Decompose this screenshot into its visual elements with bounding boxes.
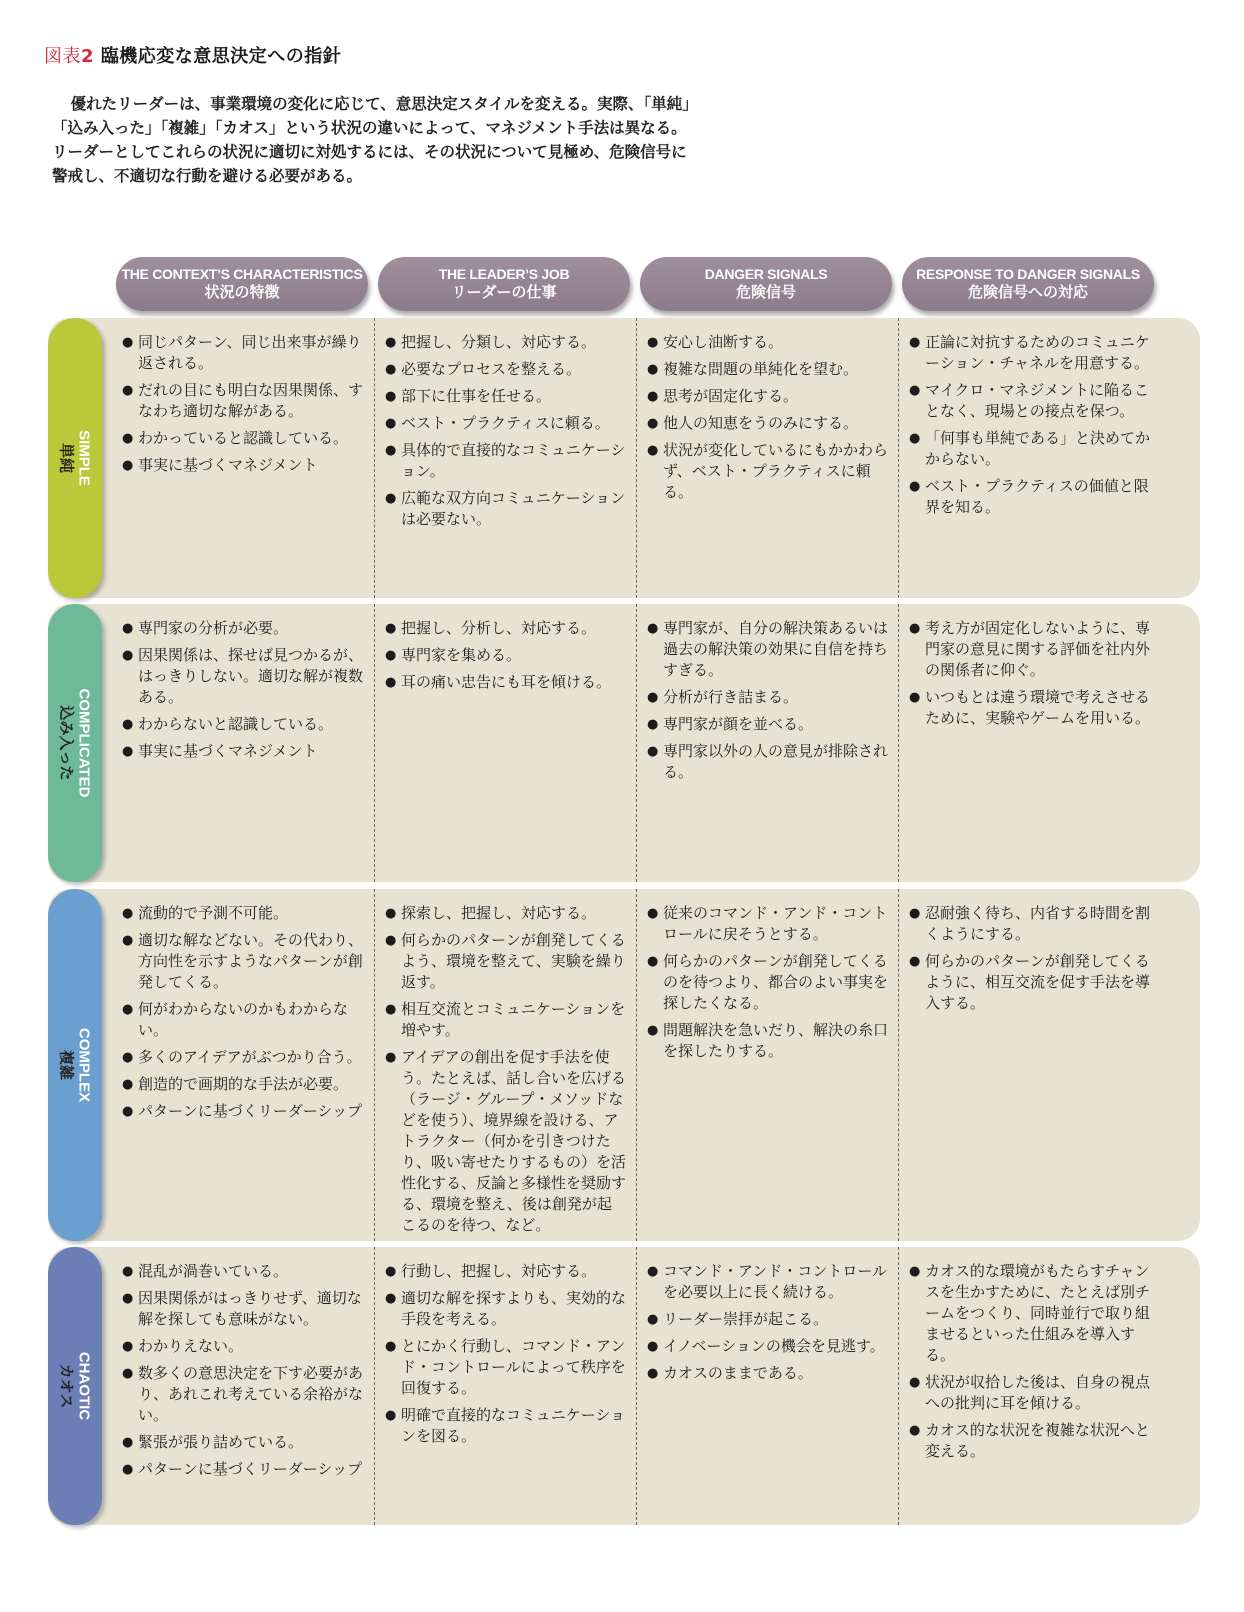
bullet-list [647, 618, 888, 783]
bullet-item: ● 何らかのパターンが創発してくるように、相互交流を促す手法を導入する。 [909, 951, 1152, 1014]
bullet-list [647, 332, 888, 503]
bullet-list [122, 618, 364, 762]
bullet-item: ● 考え方が固定化しないように、専門家の意見に関する評価を社内外の関係者に仰ぐ。 [909, 618, 1152, 681]
bullet-item: ● カオス的な状況を複雑な状況へと変える。 [909, 1420, 1152, 1462]
bullet-item: ● パターンに基づくリーダーシップ [122, 1101, 364, 1122]
row-label [58, 1352, 93, 1420]
bullet-item: ● 探索し、把握し、対応する。 [385, 903, 626, 924]
bullet-item: ● 緊張が張り詰めている。 [122, 1432, 364, 1453]
bullet-list [385, 618, 626, 693]
bullet-item: ● 事実に基づくマネジメント [122, 741, 364, 762]
bullet-item: ● 混乱が渦巻いている。 [122, 1261, 364, 1282]
row-label-pill [48, 604, 102, 882]
bullet-item: ● 事実に基づくマネジメント [122, 455, 364, 476]
bullet-item: ● いつもとは違う環境で考えさせるために、実験やゲームを用いる。 [909, 687, 1152, 729]
cell-chaotic-col4 [898, 1247, 1158, 1525]
bullet-item: ● リーダー崇拝が起こる。 [647, 1309, 888, 1330]
bullet-item: ● コマンド・アンド・コントロールを必要以上に長く続ける。 [647, 1261, 888, 1303]
bullet-item: ● カオスのままである。 [647, 1363, 888, 1384]
bullet-item: ● 「何事も単純である」と決めてかからない。 [909, 428, 1152, 470]
intro-paragraph [52, 92, 692, 188]
bullet-list [909, 903, 1152, 1014]
bullet-item: ● だれの目にも明白な因果関係、すなわち適切な解がある。 [122, 380, 364, 422]
column-header-2 [378, 257, 630, 311]
bullet-item: ● 創造的で画期的な手法が必要。 [122, 1074, 364, 1095]
bullet-item: ● カオス的な環境がもたらすチャンスを生かすために、たとえば別チームをつくり、同時並行で取り組ませるといった仕組みを導入する。 [909, 1261, 1152, 1366]
bullet-item: ● 思考が固定化する。 [647, 386, 888, 407]
bullet-item: ● 適切な解を探すよりも、実効的な手段を考える。 [385, 1288, 626, 1330]
row-label-pill [48, 318, 102, 598]
row-label [58, 430, 93, 486]
row-label-pill [48, 1247, 102, 1525]
cell-chaotic-col1 [112, 1247, 370, 1525]
bullet-list [385, 903, 626, 1236]
column-header-ja: 危険信号 [735, 283, 796, 301]
row-label-ja: 単純 [57, 442, 76, 473]
bullet-item: ● 安心し油断する。 [647, 332, 888, 353]
row-complicated [48, 604, 1200, 882]
bullet-item: ● 具体的で直接的なコミュニケーション。 [385, 440, 626, 482]
column-header-1 [116, 257, 368, 311]
bullet-item: ● 何らかのパターンが創発してくるよう、環境を整えて、実験を繰り返す。 [385, 930, 626, 993]
row-label [58, 689, 93, 798]
bullet-item: ● わかっていると認識している。 [122, 428, 364, 449]
bullet-item: ● 因果関係は、探せば見つかるが、はっきりしない。適切な解が複数ある。 [122, 645, 364, 708]
bullet-item: ● 専門家が顔を並べる。 [647, 714, 888, 735]
bullet-item: ● わからないと認識している。 [122, 714, 364, 735]
bullet-item: ● 同じパターン、同じ出来事が繰り返される。 [122, 332, 364, 374]
row-simple [48, 318, 1200, 598]
row-complex [48, 889, 1200, 1241]
bullet-item: ● 何らかのパターンが創発してくるのを待つより、都合のよい事実を探したくなる。 [647, 951, 888, 1014]
bullet-item: ● わかりえない。 [122, 1336, 364, 1357]
cell-simple-col1 [112, 318, 370, 598]
bullet-item: ● 状況が変化しているにもかかわらず、ベスト・プラクティスに頼る。 [647, 440, 888, 503]
row-label-ja: カオス [57, 1363, 76, 1409]
row-label-en: COMPLEX [75, 1027, 93, 1103]
row-label-en: CHAOTIC [75, 1351, 93, 1421]
bullet-item: ● ベスト・プラクティスの価値と限界を知る。 [909, 476, 1152, 518]
bullet-item: ● 専門家が、自分の解決策あるいは過去の解決策の効果に自信を持ちすぎる。 [647, 618, 888, 681]
bullet-item: ● マイクロ・マネジメントに陥ることなく、現場との接点を保つ。 [909, 380, 1152, 422]
cell-complex-col2 [374, 889, 632, 1241]
bullet-item: ● 行動し、把握し、対応する。 [385, 1261, 626, 1282]
cell-complex-col4 [898, 889, 1158, 1241]
figure-number: 2 [81, 46, 95, 67]
row-chaotic [48, 1247, 1200, 1525]
bullet-list [909, 1261, 1152, 1462]
cell-simple-col4 [898, 318, 1158, 598]
bullet-item: ● 耳の痛い忠告にも耳を傾ける。 [385, 672, 626, 693]
bullet-list [385, 332, 626, 530]
cell-complicated-col3 [636, 604, 894, 882]
bullet-item: ● イノベーションの機会を見逃す。 [647, 1336, 888, 1357]
bullet-item: ● 因果関係がはっきりせず、適切な解を探しても意味がない。 [122, 1288, 364, 1330]
bullet-item: ● 問題解決を急いだり、解決の糸口を探したりする。 [647, 1020, 888, 1062]
bullet-list [909, 618, 1152, 729]
bullet-item: ● 何がわからないのかもわからない。 [122, 999, 364, 1041]
bullet-item: ● アイデアの創出を促す手法を使う。たとえば、話し合いを広げる（ラージ・グループ・メソッドなどを使う）、境界線を設ける、アトラクター（何かを引きつけたり、吸い寄せたりするもの）を活性化する、反論と多様性を奨励する、環境を整え、後は創発が起こるのを待つ、など。 [385, 1047, 626, 1236]
row-label-pill [48, 889, 102, 1241]
cell-chaotic-col3 [636, 1247, 894, 1525]
bullet-item: ● 把握し、分析し、対応する。 [385, 618, 626, 639]
bullet-item: ● 忍耐強く待ち、内省する時間を割くようにする。 [909, 903, 1152, 945]
bullet-item: ● 相互交流とコミュニケーションを増やす。 [385, 999, 626, 1041]
bullet-item: ● 他人の知恵をうのみにする。 [647, 413, 888, 434]
bullet-item: ● ベスト・プラクティスに頼る。 [385, 413, 626, 434]
bullet-item: ● 把握し、分類し、対応する。 [385, 332, 626, 353]
cell-complicated-col4 [898, 604, 1158, 882]
bullet-item: ● 正論に対抗するためのコミュニケーション・チャネルを用意する。 [909, 332, 1152, 374]
bullet-item: ● 従来のコマンド・アンド・コントロールに戻そうとする。 [647, 903, 888, 945]
bullet-item: ● 分析が行き詰まる。 [647, 687, 888, 708]
bullet-item: ● 状況が収拾した後は、自身の視点への批判に耳を傾ける。 [909, 1372, 1152, 1414]
bullet-item: ● 適切な解などない。その代わり、方向性を示すようなパターンが創発してくる。 [122, 930, 364, 993]
bullet-item: ● パターンに基づくリーダーシップ [122, 1459, 364, 1480]
row-label [58, 1028, 93, 1102]
bullet-list [909, 332, 1152, 518]
row-label-en: SIMPLE [75, 430, 93, 486]
bullet-list [122, 903, 364, 1122]
intro-text: 優れたリーダーは、事業環境の変化に応じて、意思決定スタイルを変える。実際、「単純」「込み入った」「複雑」「カオス」という状況の違いによって、マネジメント手法は異なる。リーダーとしてこれらの状況に適切に対処するには、その状況について見極め、危険信号に警戒し、不適切な行動を避ける必要がある。 [52, 94, 690, 185]
column-header-en: DANGER SIGNALS [704, 266, 828, 282]
bullet-list [647, 1261, 888, 1384]
cell-simple-col3 [636, 318, 894, 598]
bullet-item: ● 専門家の分析が必要。 [122, 618, 364, 639]
row-label-en: COMPLICATED [75, 688, 93, 798]
bullet-item: ● 広範な双方向コミュニケーションは必要ない。 [385, 488, 626, 530]
figure-heading: 臨機応変な意思決定への指針 [100, 46, 342, 67]
bullet-item: ● 専門家以外の人の意見が排除される。 [647, 741, 888, 783]
row-label-ja: 込み入った [57, 705, 76, 781]
column-header-en: THE LEADER’S JOB [438, 266, 570, 282]
bullet-item: ● 部下に仕事を任せる。 [385, 386, 626, 407]
bullet-item: ● 専門家を集める。 [385, 645, 626, 666]
column-header-en: RESPONSE TO DANGER SIGNALS [916, 266, 1140, 282]
column-header-ja: 危険信号への対応 [967, 283, 1088, 301]
bullet-item: ● 必要なプロセスを整える。 [385, 359, 626, 380]
bullet-list [647, 903, 888, 1062]
bullet-list [385, 1261, 626, 1447]
column-header-en: THE CONTEXT’S CHARACTERISTICS [121, 266, 363, 282]
bullet-item: ● 複雑な問題の単純化を望む。 [647, 359, 888, 380]
figure-label: 図表 [44, 46, 81, 67]
column-header-ja: リーダーの仕事 [451, 283, 557, 301]
column-header-4 [902, 257, 1154, 311]
cell-complex-col1 [112, 889, 370, 1241]
column-header-ja: 状況の特徴 [204, 283, 280, 301]
cell-complex-col3 [636, 889, 894, 1241]
row-label-ja: 複雑 [57, 1049, 76, 1080]
bullet-item: ● 明確で直接的なコミュニケーションを図る。 [385, 1405, 626, 1447]
bullet-item: ● 多くのアイデアがぶつかり合う。 [122, 1047, 364, 1068]
cell-chaotic-col2 [374, 1247, 632, 1525]
bullet-item: ● とにかく行動し、コマンド・アンド・コントロールによって秩序を回復する。 [385, 1336, 626, 1399]
bullet-list [122, 1261, 364, 1480]
cell-complicated-col1 [112, 604, 370, 882]
column-header-3 [640, 257, 892, 311]
cell-complicated-col2 [374, 604, 632, 882]
bullet-item: ● 流動的で予測不可能。 [122, 903, 364, 924]
cell-simple-col2 [374, 318, 632, 598]
bullet-list [122, 332, 364, 476]
figure-title [44, 42, 341, 68]
bullet-item: ● 数多くの意思決定を下す必要があり、あれこれ考えている余裕がない。 [122, 1363, 364, 1426]
